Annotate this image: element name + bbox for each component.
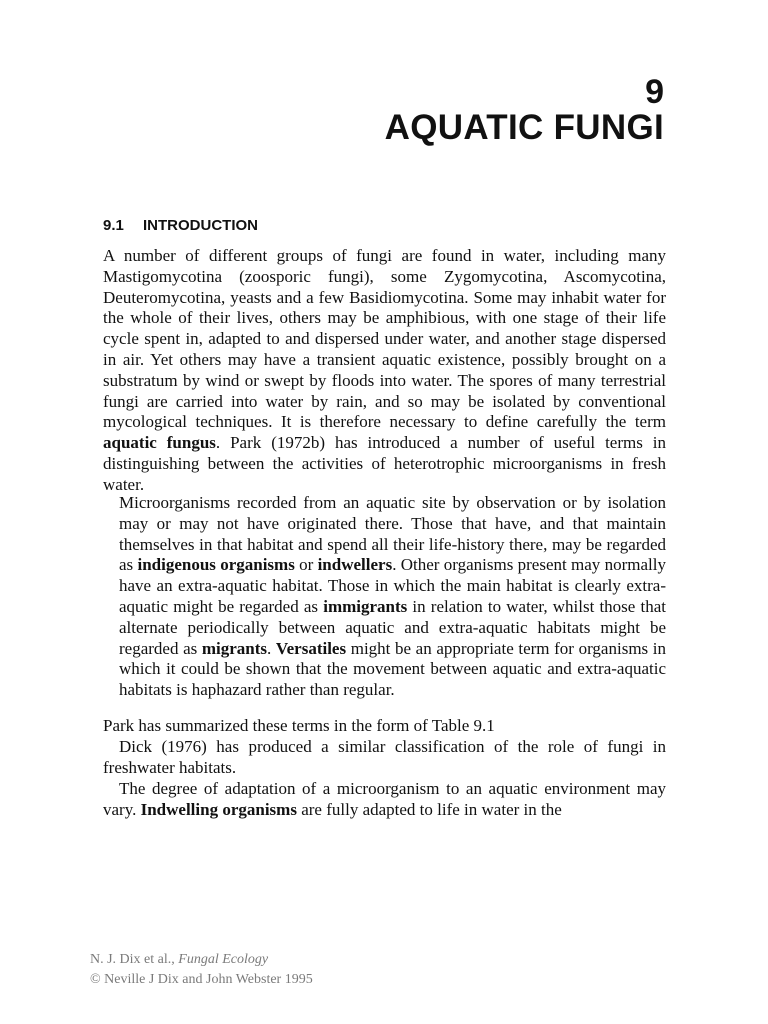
- text-run: Dick (1976) has produced a similar classification of the role of fungi in freshwater habitats.: [103, 737, 666, 777]
- block-quote: [119, 493, 666, 701]
- text-run: are fully adapted to life in water in the: [296, 799, 562, 819]
- text-run: Microorganisms recorded from an aquatic site by observation or by isolation may or may not have originated there. Those that have, and that maintain themselves in that habitat and spend all their life-history there, may be regarded as: [119, 493, 666, 575]
- text-run: . Other organisms present may normally have an extra-aquatic habitat. Those in which the main habitat is clearly extra-aquatic might be regarded as: [119, 555, 666, 616]
- section-number: 9.1: [103, 217, 124, 234]
- term-indwelling-organisms: Indwelling organisms: [140, 799, 297, 819]
- text-run: .: [267, 638, 276, 658]
- text-run: or: [294, 555, 318, 575]
- citation-line: [90, 950, 313, 970]
- text-run: The degree of adaptation of a microorganism to an aquatic environment may vary.: [103, 779, 666, 819]
- text-run: in relation to water, whilst those that alternate periodically between aquatic and extra-aquatic habitats might be regarded as: [119, 596, 666, 658]
- term-indigenous-organisms: indigenous organisms: [137, 555, 295, 575]
- text-run: N. J. Dix et al.,: [90, 952, 179, 967]
- text-run: might be an appropriate term for organisms in which it could be shown that the movement between aquatic and extra-aquatic habitats is haphazard rather than regular.: [119, 638, 666, 700]
- term-migrants: migrants: [201, 638, 268, 658]
- paragraph-park-summary: [103, 716, 666, 737]
- paragraph-intro: [103, 246, 666, 496]
- section-title: INTRODUCTION: [143, 217, 258, 234]
- term-versatiles: Versatiles: [275, 638, 347, 658]
- term-aquatic-fungus: aquatic fungus: [103, 433, 216, 453]
- page-footer: [90, 950, 313, 990]
- term-immigrants: immigrants: [323, 596, 408, 616]
- copyright-line: © Neville J Dix and John Webster 1995: [90, 972, 313, 987]
- text-run: . Park (1972b) has introduced a number of useful terms in distinguishing between the activities of heterotrophic microorganisms in fresh water.: [103, 433, 666, 494]
- section-heading: [103, 216, 258, 236]
- text-run: Park has summarized these terms in the form of Table 9.1: [103, 716, 495, 735]
- chapter-number: 9: [645, 73, 664, 111]
- text-run: A number of different groups of fungi are found in water, including many Mastigomycotina (zoosporic fungi), some Zygomycotina, Ascomycotina, Deuteromycotina, yeasts and a few Basidiomycotina. Some may inhabit water for the whole of their lives, others may be amphibious, with one stage of their life cycle spent in, adapted to and dispersed under water, and another stage dispersed in air. Yet others may have a transient aquatic existence, possibly brought on a substratum by wind or swept by floods into water. The spores of many terrestrial fungi are carried into water by rain, and so may be isolated by conventional mycological techniques. It is therefore necessary to define carefully the term: [103, 246, 666, 432]
- paragraph-dick: [103, 737, 666, 779]
- term-indwellers: indwellers: [317, 555, 393, 575]
- book-title: Fungal Ecology: [178, 952, 269, 967]
- chapter-title: AQUATIC FUNGI: [384, 108, 664, 147]
- paragraph-adaptation: [103, 779, 666, 821]
